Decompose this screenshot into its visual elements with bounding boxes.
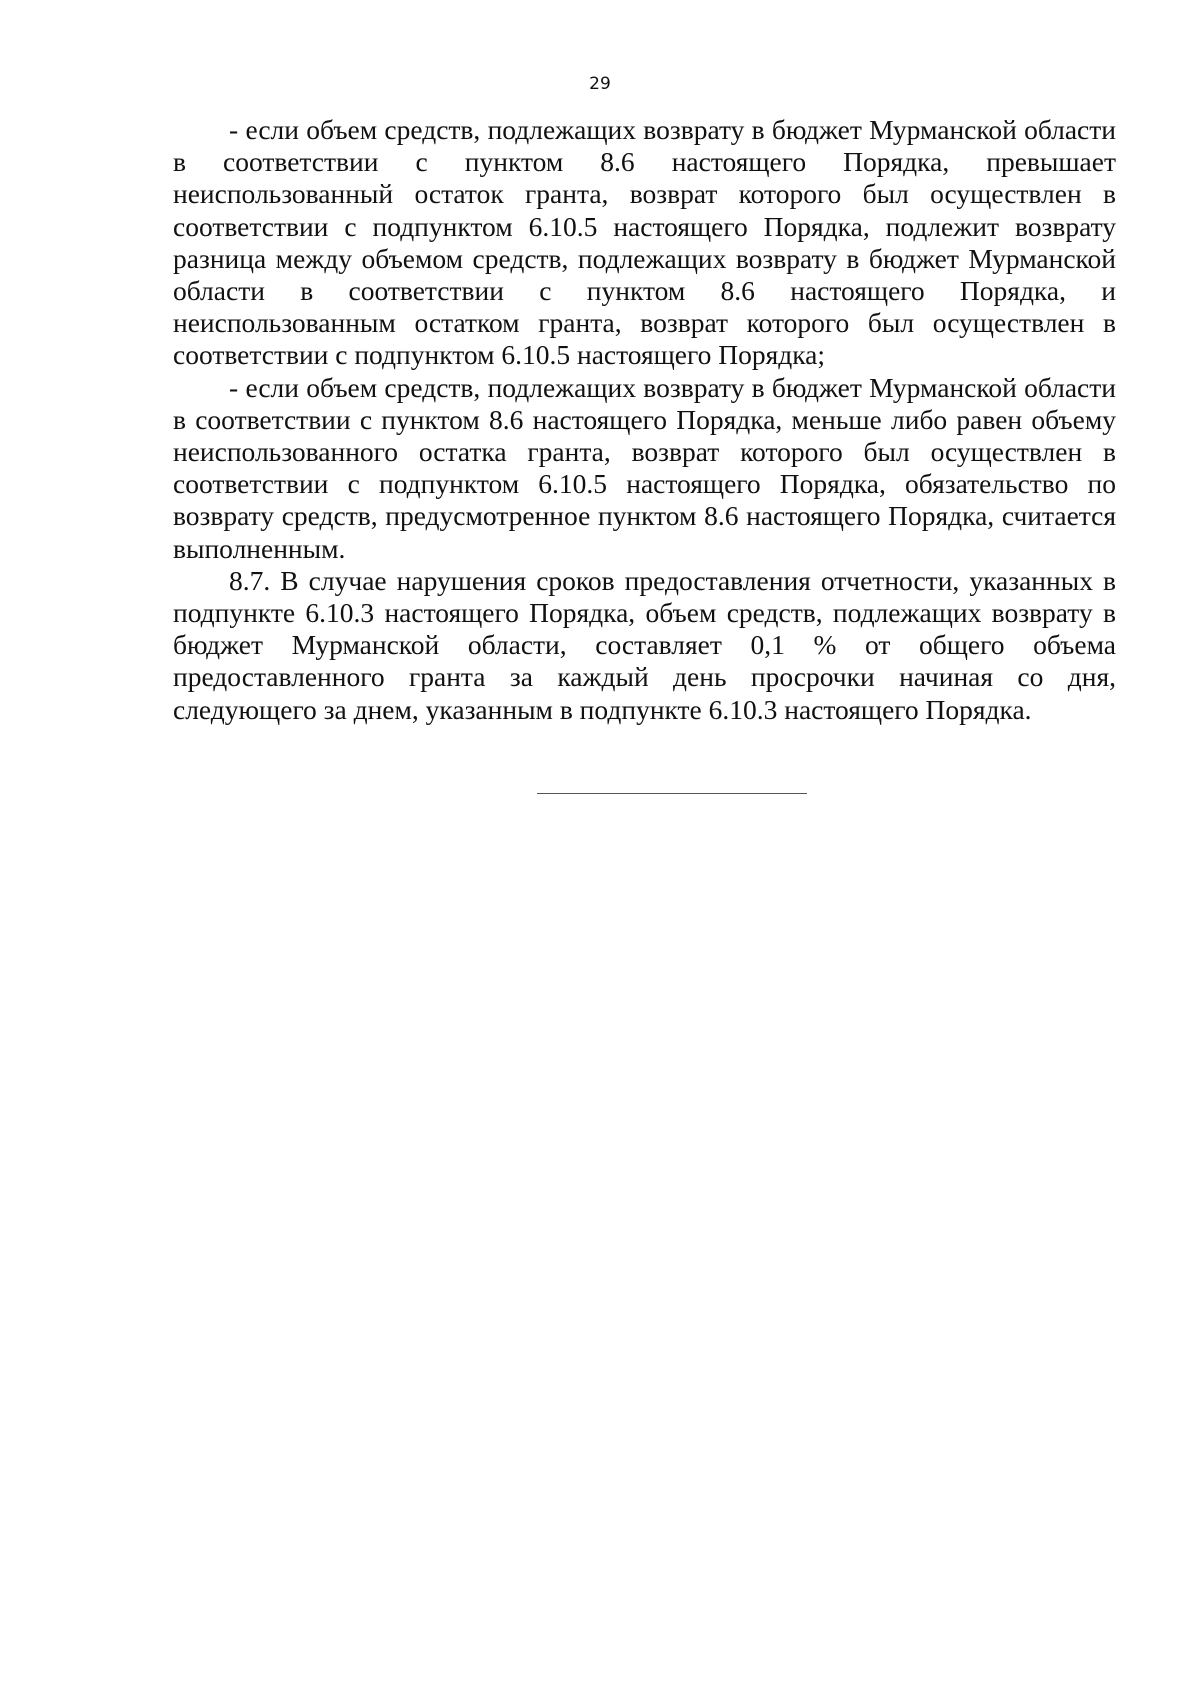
end-of-text-divider	[537, 793, 807, 794]
paragraph-8-7-reporting-penalty: 8.7. В случае нарушения сроков предоставления отчетности, указанных в подпункте 6.10.3 настоящего Порядка, объем средств, подлежащих возврату в бюджет Мурманской области, составляет 0,1 % от общего объема предоставленного гранта за каждый день просрочки начиная со дня, следующего за днем, указанным в подпункте 6.10.3 настоящего Порядка.	[173, 564, 1116, 725]
document-body	[173, 114, 1116, 726]
page-number: 29	[589, 74, 611, 94]
paragraph-excess-return: - если объем средств, подлежащих возврату в бюджет Мурманской области в соответствии с пунктом 8.6 настоящего Порядка, превышает неиспользованный остаток гранта, возврат которого был осуществлен в соответствии с подпунктом 6.10.5 настоящего Порядка, подлежит возврату разница между объемом средств, подлежащих возврату в бюджет Мурманской области в соответствии с пунктом 8.6 настоящего Порядка, и неиспользованным остатком гранта, возврат которого был осуществлен в соответствии с подпунктом 6.10.5 настоящего Порядка;	[173, 114, 1116, 371]
paragraph-obligation-fulfilled: - если объем средств, подлежащих возврату в бюджет Мурманской области в соответствии с пунктом 8.6 настоящего Порядка, меньше либо равен объему неиспользованного остатка гранта, возврат которого был осуществлен в соответствии с подпунктом 6.10.5 настоящего Порядка, обязательство по возврату средств, предусмотренное пунктом 8.6 настоящего Порядка, считается выполненным.	[173, 371, 1116, 564]
